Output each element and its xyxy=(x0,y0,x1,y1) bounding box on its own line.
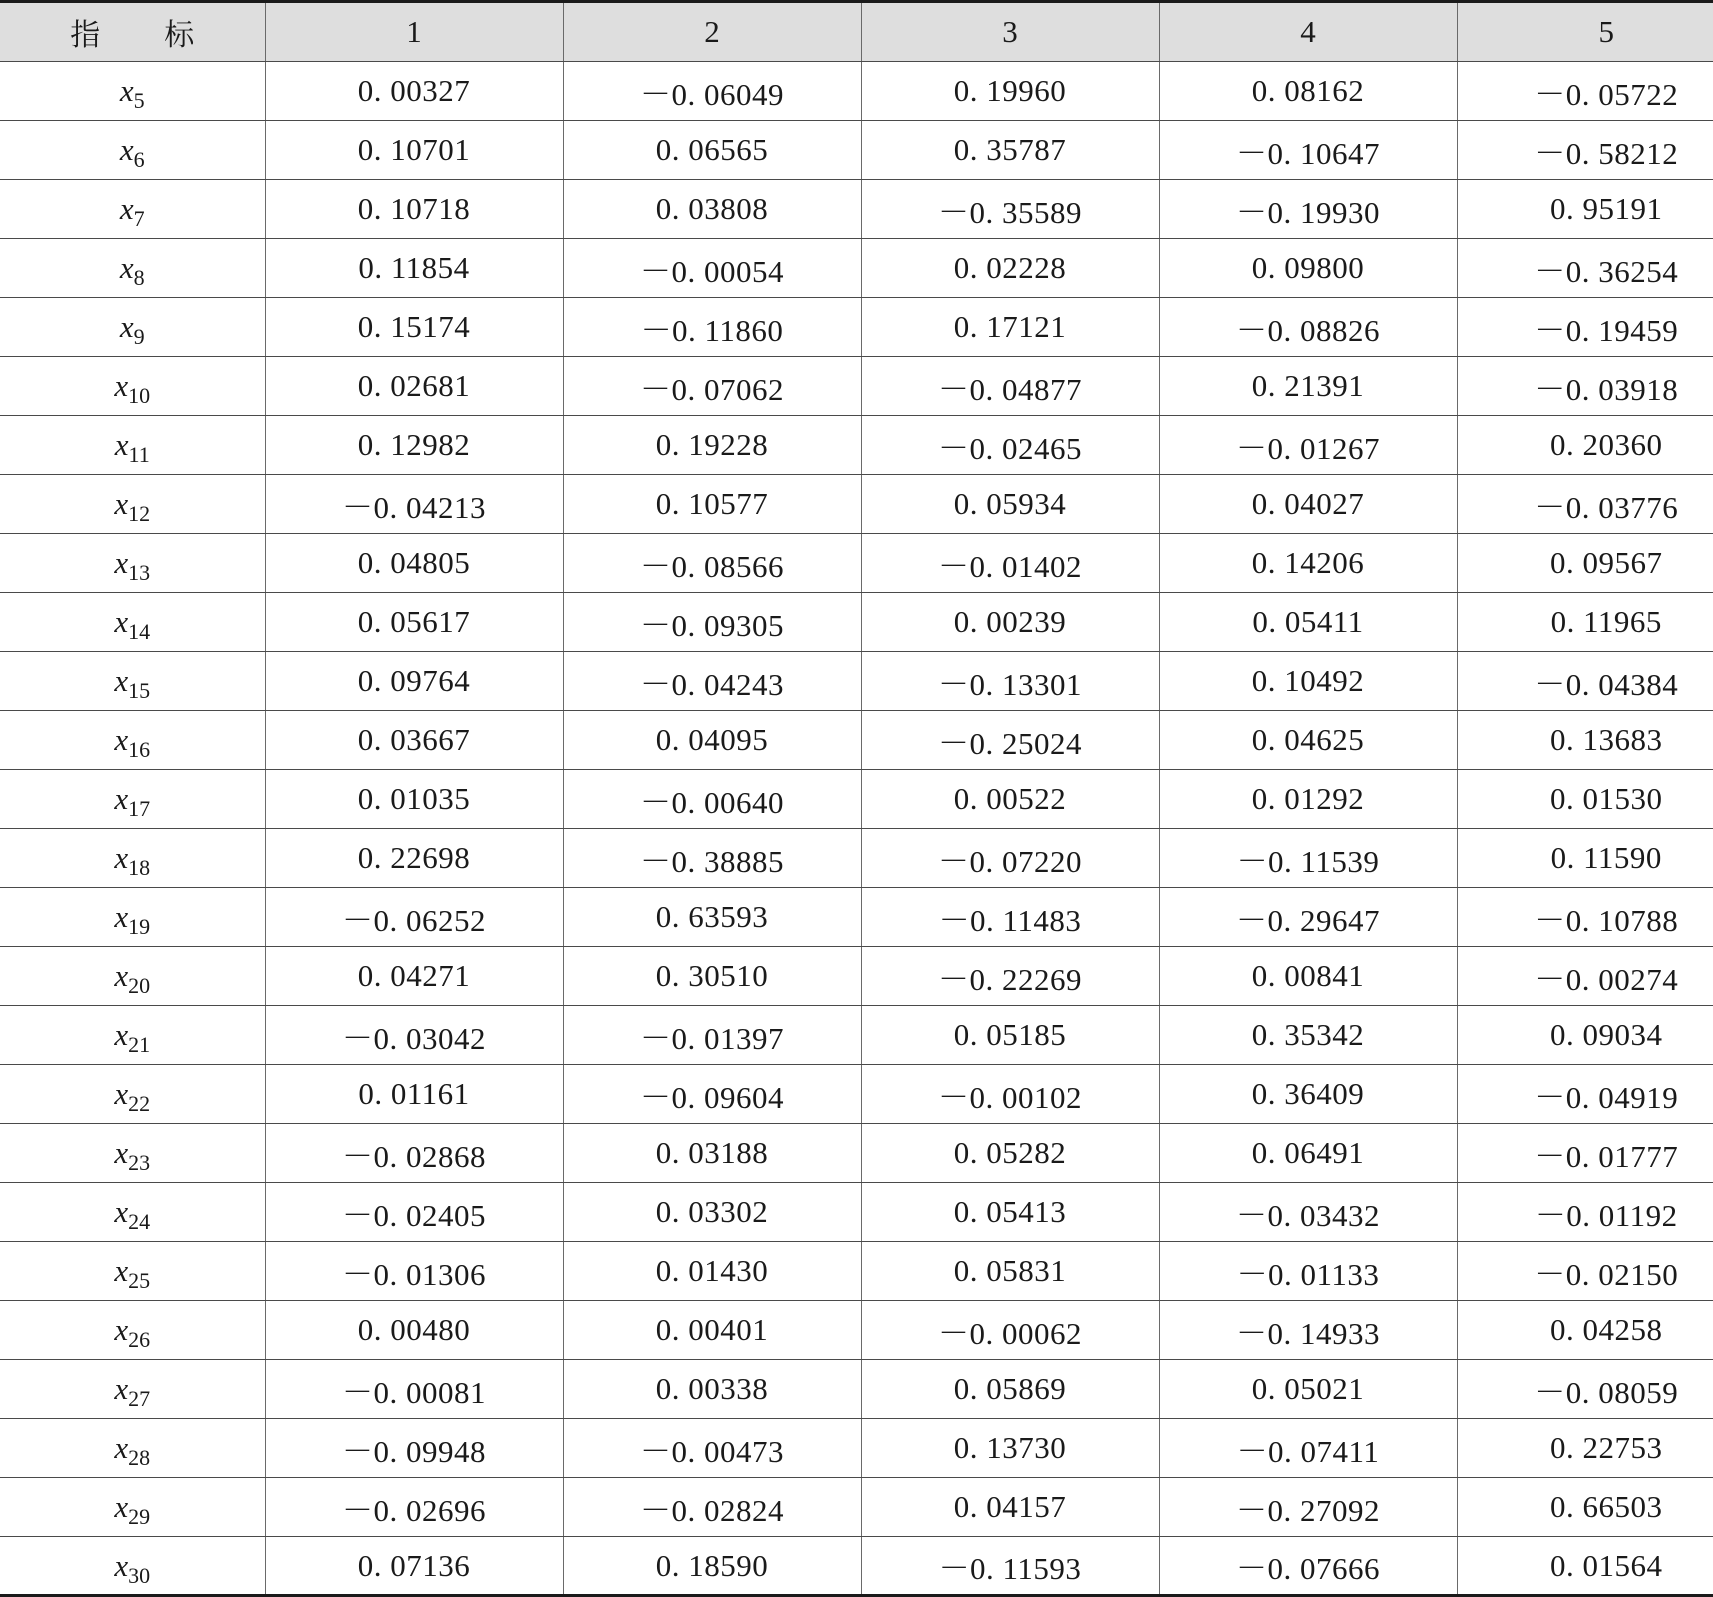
indicator-subscript: 24 xyxy=(128,1209,151,1234)
row-indicator xyxy=(0,1360,265,1419)
value-cell-col-5: －0. 02150 xyxy=(1457,1242,1713,1301)
indicator-symbol: x xyxy=(114,781,129,816)
value-cell-col-1: －0. 02696 xyxy=(265,1478,563,1537)
value-cell-col-2: －0. 00640 xyxy=(563,770,861,829)
row-indicator xyxy=(0,1478,265,1537)
table-row xyxy=(0,121,1713,180)
indicator-variable xyxy=(114,1194,151,1234)
indicator-subscript: 20 xyxy=(128,973,151,998)
value-cell-col-2: －0. 06049 xyxy=(563,62,861,121)
value-cell-col-4: 0. 10492 xyxy=(1159,652,1457,711)
row-indicator xyxy=(0,239,265,298)
indicator-symbol: x xyxy=(114,1194,129,1229)
value-cell-col-4: －0. 03432 xyxy=(1159,1183,1457,1242)
row-indicator xyxy=(0,711,265,770)
value-cell-col-3: －0. 11593 xyxy=(861,1537,1159,1596)
value-cell-col-4: 0. 04027 xyxy=(1159,475,1457,534)
value-cell-col-3: －0. 04877 xyxy=(861,357,1159,416)
value-cell-col-3: －0. 25024 xyxy=(861,711,1159,770)
indicator-subscript: 6 xyxy=(133,147,145,172)
indicator-subscript: 26 xyxy=(128,1327,151,1352)
indicator-variable xyxy=(114,1371,151,1411)
value-cell-col-1: 0. 01161 xyxy=(265,1065,563,1124)
value-cell-col-1: 0. 02681 xyxy=(265,357,563,416)
row-indicator xyxy=(0,1124,265,1183)
row-indicator xyxy=(0,180,265,239)
value-cell-col-4: 0. 09800 xyxy=(1159,239,1457,298)
value-cell-col-1: －0. 04213 xyxy=(265,475,563,534)
table-row xyxy=(0,1242,1713,1301)
value-cell-col-2: 0. 30510 xyxy=(563,947,861,1006)
value-cell-col-2: 0. 19228 xyxy=(563,416,861,475)
value-cell-col-2: －0. 07062 xyxy=(563,357,861,416)
value-cell-col-1: 0. 04271 xyxy=(265,947,563,1006)
value-cell-col-4: 0. 00841 xyxy=(1159,947,1457,1006)
table-row xyxy=(0,1537,1713,1596)
indicator-variable xyxy=(114,427,150,467)
indicator-symbol: x xyxy=(119,73,134,108)
table-row xyxy=(0,593,1713,652)
indicator-variable xyxy=(119,250,145,290)
table-row xyxy=(0,1006,1713,1065)
indicator-symbol: x xyxy=(119,309,134,344)
header-column-2: 2 xyxy=(563,2,861,62)
value-cell-col-4: －0. 01267 xyxy=(1159,416,1457,475)
value-cell-col-5: －0. 00274 xyxy=(1457,947,1713,1006)
value-cell-col-5: 0. 13683 xyxy=(1457,711,1713,770)
value-cell-col-4: －0. 07666 xyxy=(1159,1537,1457,1596)
table-row xyxy=(0,239,1713,298)
indicator-symbol: x xyxy=(119,132,134,167)
table-row xyxy=(0,1183,1713,1242)
value-cell-col-1: 0. 00327 xyxy=(265,62,563,121)
value-cell-col-5: －0. 03918 xyxy=(1457,357,1713,416)
header-row xyxy=(0,2,1713,62)
value-cell-col-3: －0. 35589 xyxy=(861,180,1159,239)
value-cell-col-1: 0. 01035 xyxy=(265,770,563,829)
value-cell-col-2: 0. 63593 xyxy=(563,888,861,947)
value-cell-col-2: －0. 08566 xyxy=(563,534,861,593)
value-cell-col-1: 0. 22698 xyxy=(265,829,563,888)
value-cell-col-5: 0. 95191 xyxy=(1457,180,1713,239)
value-cell-col-5: 0. 01564 xyxy=(1457,1537,1713,1596)
indicator-subscript: 9 xyxy=(133,324,145,349)
table-row xyxy=(0,534,1713,593)
value-cell-col-5: 0. 11965 xyxy=(1457,593,1713,652)
table-row xyxy=(0,1478,1713,1537)
value-cell-col-5: 0. 01530 xyxy=(1457,770,1713,829)
value-cell-col-3: 0. 05282 xyxy=(861,1124,1159,1183)
indicator-symbol: x xyxy=(114,368,129,403)
value-cell-col-4: 0. 36409 xyxy=(1159,1065,1457,1124)
indicator-variable xyxy=(114,1076,151,1116)
value-cell-col-1: －0. 03042 xyxy=(265,1006,563,1065)
row-indicator xyxy=(0,770,265,829)
indicator-subscript: 18 xyxy=(128,855,151,880)
value-cell-col-1: 0. 07136 xyxy=(265,1537,563,1596)
value-cell-col-2: 0. 10577 xyxy=(563,475,861,534)
value-cell-col-4: －0. 14933 xyxy=(1159,1301,1457,1360)
indicator-variable xyxy=(119,191,145,231)
table-body xyxy=(0,62,1713,1596)
row-indicator xyxy=(0,1183,265,1242)
indicator-variable xyxy=(114,958,151,998)
table-row xyxy=(0,947,1713,1006)
indicator-subscript: 10 xyxy=(128,383,151,408)
value-cell-col-3: －0. 13301 xyxy=(861,652,1159,711)
table-header xyxy=(0,2,1713,62)
table-row xyxy=(0,1124,1713,1183)
indicator-variable xyxy=(114,840,151,880)
indicator-subscript: 29 xyxy=(128,1504,151,1529)
row-indicator xyxy=(0,475,265,534)
row-indicator xyxy=(0,1242,265,1301)
indicator-subscript: 7 xyxy=(133,206,145,231)
value-cell-col-5: －0. 04384 xyxy=(1457,652,1713,711)
value-cell-col-4: 0. 08162 xyxy=(1159,62,1457,121)
indicator-subscript: 14 xyxy=(128,619,151,644)
table-row xyxy=(0,1301,1713,1360)
indicator-variable xyxy=(114,1135,151,1175)
indicator-subscript: 16 xyxy=(128,737,151,762)
indicator-subscript: 21 xyxy=(128,1032,151,1057)
indicator-symbol: x xyxy=(114,1489,129,1524)
row-indicator xyxy=(0,1419,265,1478)
table-row xyxy=(0,357,1713,416)
indicator-symbol: x xyxy=(114,1547,129,1583)
value-cell-col-1: －0. 02868 xyxy=(265,1124,563,1183)
value-cell-col-5: 0. 11590 xyxy=(1457,829,1713,888)
value-cell-col-3: 0. 35787 xyxy=(861,121,1159,180)
table-row xyxy=(0,888,1713,947)
value-cell-col-2: 0. 04095 xyxy=(563,711,861,770)
indicator-subscript: 22 xyxy=(128,1091,151,1116)
value-cell-col-1: 0. 10718 xyxy=(265,180,563,239)
indicator-variable xyxy=(114,899,151,939)
value-cell-col-3: 0. 04157 xyxy=(861,1478,1159,1537)
indicator-symbol: x xyxy=(114,1253,129,1288)
indicator-variable xyxy=(114,663,151,703)
value-cell-col-3: －0. 00062 xyxy=(861,1301,1159,1360)
header-column-3: 3 xyxy=(861,2,1159,62)
value-cell-col-4: 0. 35342 xyxy=(1159,1006,1457,1065)
value-cell-col-4: 0. 05411 xyxy=(1159,593,1457,652)
indicator-subscript: 28 xyxy=(128,1445,151,1470)
value-cell-col-2: 0. 03188 xyxy=(563,1124,861,1183)
value-cell-col-4: 0. 14206 xyxy=(1159,534,1457,593)
table-row xyxy=(0,1419,1713,1478)
value-cell-col-2: －0. 00473 xyxy=(563,1419,861,1478)
indicator-subscript: 19 xyxy=(128,914,151,939)
row-indicator xyxy=(0,298,265,357)
table-row xyxy=(0,298,1713,357)
indicator-symbol: x xyxy=(114,604,129,639)
value-cell-col-5: －0. 04919 xyxy=(1457,1065,1713,1124)
indicator-symbol: x xyxy=(114,1076,129,1111)
indicator-symbol: x xyxy=(114,545,129,580)
indicator-variable xyxy=(114,368,151,408)
value-cell-col-4: 0. 01292 xyxy=(1159,770,1457,829)
value-cell-col-5: －0. 03776 xyxy=(1457,475,1713,534)
value-cell-col-5: －0. 10788 xyxy=(1457,888,1713,947)
indicator-subscript: 23 xyxy=(128,1150,151,1175)
indicator-subscript: 8 xyxy=(133,265,145,290)
header-column-1: 1 xyxy=(265,2,563,62)
value-cell-col-5: 0. 22753 xyxy=(1457,1419,1713,1478)
value-cell-col-3: －0. 22269 xyxy=(861,947,1159,1006)
table-row xyxy=(0,475,1713,534)
value-cell-col-3: 0. 02228 xyxy=(861,239,1159,298)
table-row xyxy=(0,711,1713,770)
indicator-symbol: x xyxy=(119,191,134,226)
value-cell-col-5: 0. 66503 xyxy=(1457,1478,1713,1537)
value-cell-col-5: －0. 08059 xyxy=(1457,1360,1713,1419)
indicator-subscript: 25 xyxy=(128,1268,151,1293)
value-cell-col-2: －0. 09604 xyxy=(563,1065,861,1124)
indicator-symbol: x xyxy=(114,1312,129,1347)
value-cell-col-5: －0. 01192 xyxy=(1457,1183,1713,1242)
value-cell-col-5: －0. 36254 xyxy=(1457,239,1713,298)
value-cell-col-3: －0. 00102 xyxy=(861,1065,1159,1124)
indicator-variable xyxy=(114,1312,151,1352)
indicator-symbol: x xyxy=(114,663,129,698)
table-row xyxy=(0,62,1713,121)
header-column-5: 5 xyxy=(1457,2,1713,62)
value-cell-col-5: 0. 09567 xyxy=(1457,534,1713,593)
row-indicator xyxy=(0,593,265,652)
indicator-variable xyxy=(114,1430,151,1470)
value-cell-col-2: 0. 01430 xyxy=(563,1242,861,1301)
indicator-variable xyxy=(114,1253,151,1293)
indicator-variable xyxy=(114,722,151,762)
value-cell-col-4: －0. 01133 xyxy=(1159,1242,1457,1301)
value-cell-col-3: 0. 00522 xyxy=(861,770,1159,829)
indicator-symbol: x xyxy=(114,722,129,757)
value-cell-col-3: －0. 02465 xyxy=(861,416,1159,475)
value-cell-col-3: 0. 05413 xyxy=(861,1183,1159,1242)
row-indicator xyxy=(0,947,265,1006)
value-cell-col-4: －0. 29647 xyxy=(1159,888,1457,947)
value-cell-col-4: －0. 08826 xyxy=(1159,298,1457,357)
value-cell-col-2: 0. 18590 xyxy=(563,1537,861,1596)
row-indicator xyxy=(0,1006,265,1065)
value-cell-col-5: －0. 58212 xyxy=(1457,121,1713,180)
value-cell-col-1: －0. 00081 xyxy=(265,1360,563,1419)
indicator-variable xyxy=(114,486,151,526)
value-cell-col-4: 0. 04625 xyxy=(1159,711,1457,770)
indicator-subscript: 11 xyxy=(128,442,150,467)
indicator-symbol: x xyxy=(114,958,129,993)
indicator-variable xyxy=(114,1489,151,1529)
value-cell-col-4: 0. 05021 xyxy=(1159,1360,1457,1419)
value-cell-col-5: 0. 04258 xyxy=(1457,1301,1713,1360)
indicator-variable xyxy=(114,1547,151,1588)
indicator-variable xyxy=(114,781,151,821)
indicator-subscript: 5 xyxy=(133,88,145,113)
value-cell-col-2: 0. 03302 xyxy=(563,1183,861,1242)
value-cell-col-2: 0. 00338 xyxy=(563,1360,861,1419)
value-cell-col-4: －0. 07411 xyxy=(1159,1419,1457,1478)
value-cell-col-1: 0. 04805 xyxy=(265,534,563,593)
indicator-variable xyxy=(114,604,151,644)
value-cell-col-2: 0. 06565 xyxy=(563,121,861,180)
indicator-variable xyxy=(114,545,151,585)
indicator-symbol: x xyxy=(114,1430,129,1465)
table-row xyxy=(0,829,1713,888)
value-cell-col-5: －0. 05722 xyxy=(1457,62,1713,121)
value-cell-col-5: －0. 01777 xyxy=(1457,1124,1713,1183)
value-cell-col-3: 0. 17121 xyxy=(861,298,1159,357)
indicator-symbol: x xyxy=(114,1371,129,1406)
value-cell-col-3: 0. 00239 xyxy=(861,593,1159,652)
indicator-variable xyxy=(114,1017,151,1057)
value-cell-col-1: －0. 09948 xyxy=(265,1419,563,1478)
value-cell-col-2: －0. 01397 xyxy=(563,1006,861,1065)
value-cell-col-3: 0. 19960 xyxy=(861,62,1159,121)
value-cell-col-3: 0. 13730 xyxy=(861,1419,1159,1478)
indicator-symbol: x xyxy=(114,486,129,521)
value-cell-col-4: －0. 27092 xyxy=(1159,1478,1457,1537)
table-row xyxy=(0,652,1713,711)
table-row xyxy=(0,180,1713,239)
row-indicator xyxy=(0,62,265,121)
value-cell-col-3: 0. 05869 xyxy=(861,1360,1159,1419)
value-cell-col-5: 0. 20360 xyxy=(1457,416,1713,475)
value-cell-col-1: 0. 11854 xyxy=(265,239,563,298)
value-cell-col-2: －0. 38885 xyxy=(563,829,861,888)
value-cell-col-2: 0. 00401 xyxy=(563,1301,861,1360)
value-cell-col-1: 0. 03667 xyxy=(265,711,563,770)
value-cell-col-1: －0. 01306 xyxy=(265,1242,563,1301)
header-column-4: 4 xyxy=(1159,2,1457,62)
value-cell-col-2: －0. 09305 xyxy=(563,593,861,652)
value-cell-col-1: －0. 06252 xyxy=(265,888,563,947)
value-cell-col-4: －0. 11539 xyxy=(1159,829,1457,888)
value-cell-col-3: －0. 01402 xyxy=(861,534,1159,593)
value-cell-col-2: －0. 00054 xyxy=(563,239,861,298)
row-indicator xyxy=(0,1301,265,1360)
indicator-symbol: x xyxy=(114,1135,129,1170)
value-cell-col-2: －0. 11860 xyxy=(563,298,861,357)
row-indicator xyxy=(0,888,265,947)
value-cell-col-1: 0. 09764 xyxy=(265,652,563,711)
value-cell-col-2: －0. 04243 xyxy=(563,652,861,711)
value-cell-col-3: 0. 05831 xyxy=(861,1242,1159,1301)
row-indicator xyxy=(0,652,265,711)
indicator-symbol: x xyxy=(119,250,134,285)
value-cell-col-4: －0. 19930 xyxy=(1159,180,1457,239)
header-indicator xyxy=(0,2,265,62)
value-cell-col-4: 0. 06491 xyxy=(1159,1124,1457,1183)
value-cell-col-4: 0. 21391 xyxy=(1159,357,1457,416)
row-indicator xyxy=(0,1537,265,1596)
row-indicator xyxy=(0,1065,265,1124)
indicator-subscript: 15 xyxy=(128,678,151,703)
indicator-subscript: 17 xyxy=(128,796,151,821)
value-cell-col-2: －0. 02824 xyxy=(563,1478,861,1537)
value-cell-col-1: 0. 12982 xyxy=(265,416,563,475)
table-row xyxy=(0,1065,1713,1124)
value-cell-col-1: 0. 15174 xyxy=(265,298,563,357)
row-indicator xyxy=(0,829,265,888)
row-indicator xyxy=(0,534,265,593)
indicator-symbol: x xyxy=(114,840,129,875)
indicator-subscript: 12 xyxy=(128,501,151,526)
value-cell-col-5: 0. 09034 xyxy=(1457,1006,1713,1065)
value-cell-col-3: 0. 05934 xyxy=(861,475,1159,534)
value-cell-col-5: －0. 19459 xyxy=(1457,298,1713,357)
indicator-variable xyxy=(119,132,145,172)
value-cell-col-2: 0. 03808 xyxy=(563,180,861,239)
value-cell-col-3: －0. 11483 xyxy=(861,888,1159,947)
indicator-symbol: x xyxy=(114,427,129,462)
indicator-subscript: 13 xyxy=(128,560,151,585)
value-cell-col-1: 0. 05617 xyxy=(265,593,563,652)
value-cell-col-3: －0. 07220 xyxy=(861,829,1159,888)
row-indicator xyxy=(0,416,265,475)
table-row xyxy=(0,1360,1713,1419)
value-cell-col-4: －0. 10647 xyxy=(1159,121,1457,180)
indicator-variable xyxy=(119,73,145,113)
table-row xyxy=(0,416,1713,475)
indicator-subscript: 27 xyxy=(128,1386,151,1411)
indicator-symbol: x xyxy=(114,1017,129,1052)
indicator-subscript: 30 xyxy=(128,1562,151,1588)
header-indicator-char-1: 指 xyxy=(70,18,101,53)
row-indicator xyxy=(0,121,265,180)
indicator-variable xyxy=(119,309,145,349)
indicator-symbol: x xyxy=(114,899,129,934)
value-cell-col-1: －0. 02405 xyxy=(265,1183,563,1242)
value-cell-col-3: 0. 05185 xyxy=(861,1006,1159,1065)
row-indicator xyxy=(0,357,265,416)
header-indicator-char-2: 标 xyxy=(164,18,195,53)
value-cell-col-1: 0. 10701 xyxy=(265,121,563,180)
table-row xyxy=(0,770,1713,829)
value-cell-col-1: 0. 00480 xyxy=(265,1301,563,1360)
